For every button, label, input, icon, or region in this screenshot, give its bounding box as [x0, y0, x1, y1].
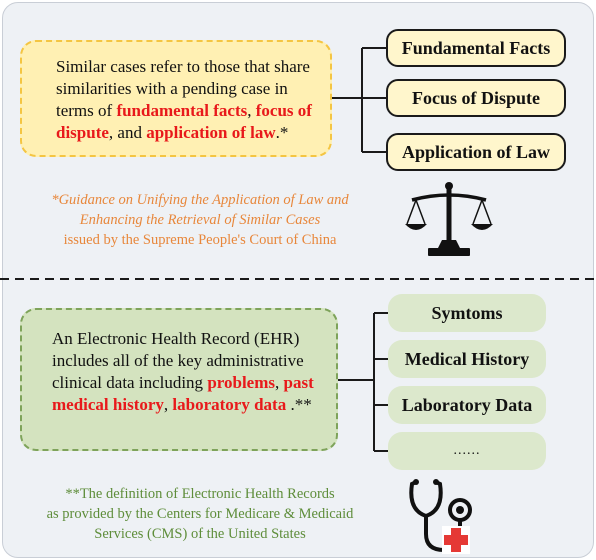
ehr-definition-box: [20, 308, 338, 451]
category-label: Application of Law: [401, 141, 551, 162]
category-fundamental-facts: [386, 29, 566, 67]
highlighted-term: focus of dispute: [56, 101, 312, 142]
highlighted-term: application of law: [146, 123, 276, 142]
legal-footnote-line: issued by the Supreme People's Court of China: [63, 232, 337, 248]
category-application-of-law: [386, 133, 566, 171]
highlighted-term: fundamental facts: [116, 101, 248, 120]
definition-segment: .*: [275, 123, 289, 142]
legal-footnote-line: Enhancing the Retrieval of Similar Cases: [79, 212, 321, 228]
ehr-footnote-line: Services (CMS) of the United States: [94, 526, 306, 542]
category-label: Focus of Dispute: [411, 87, 540, 108]
category-more: [388, 432, 546, 470]
category-label: ......: [453, 443, 481, 458]
definition-segment: Similar cases refer to those that share similarities with a pending case in terms of: [56, 57, 310, 120]
definition-segment: An Electronic Health Record (EHR) includes all of the key administrative clinical data including: [52, 329, 304, 392]
category-label: Laboratory Data: [401, 394, 533, 415]
legal-footnote: [30, 190, 370, 250]
category-laboratory-data: [388, 386, 546, 424]
stethoscope-icon: [404, 476, 494, 556]
section-divider: [0, 278, 596, 280]
definition-segment: ,: [247, 101, 256, 120]
highlighted-term: laboratory data: [172, 395, 287, 414]
category-medical-history: [388, 340, 546, 378]
legal-footnote-line: *Guidance on Unifying the Application of Law and: [51, 192, 349, 208]
category-label: Fundamental Facts: [401, 37, 551, 58]
ehr-definition-text: [52, 329, 314, 414]
definition-segment: , and: [108, 123, 147, 142]
category-label: Symtoms: [431, 302, 503, 323]
ehr-footnote: [30, 484, 370, 544]
ehr-footnote-line: **The definition of Electronic Health Records: [65, 486, 335, 502]
legal-definition-box: [20, 40, 332, 157]
scales-of-justice-icon: [404, 180, 494, 260]
definition-segment: .**: [286, 395, 312, 414]
legal-definition-text: [56, 57, 312, 142]
ehr-footnote-line: as provided by the Centers for Medicare & Medicaid: [46, 506, 354, 522]
highlighted-term: past medical history: [52, 373, 314, 414]
definition-segment: ,: [275, 373, 284, 392]
category-focus-of-dispute: [386, 79, 566, 117]
definition-segment: ,: [163, 395, 173, 414]
highlighted-term: problems: [207, 373, 276, 392]
category-symptoms: [388, 294, 546, 332]
category-label: Medical History: [404, 348, 530, 369]
